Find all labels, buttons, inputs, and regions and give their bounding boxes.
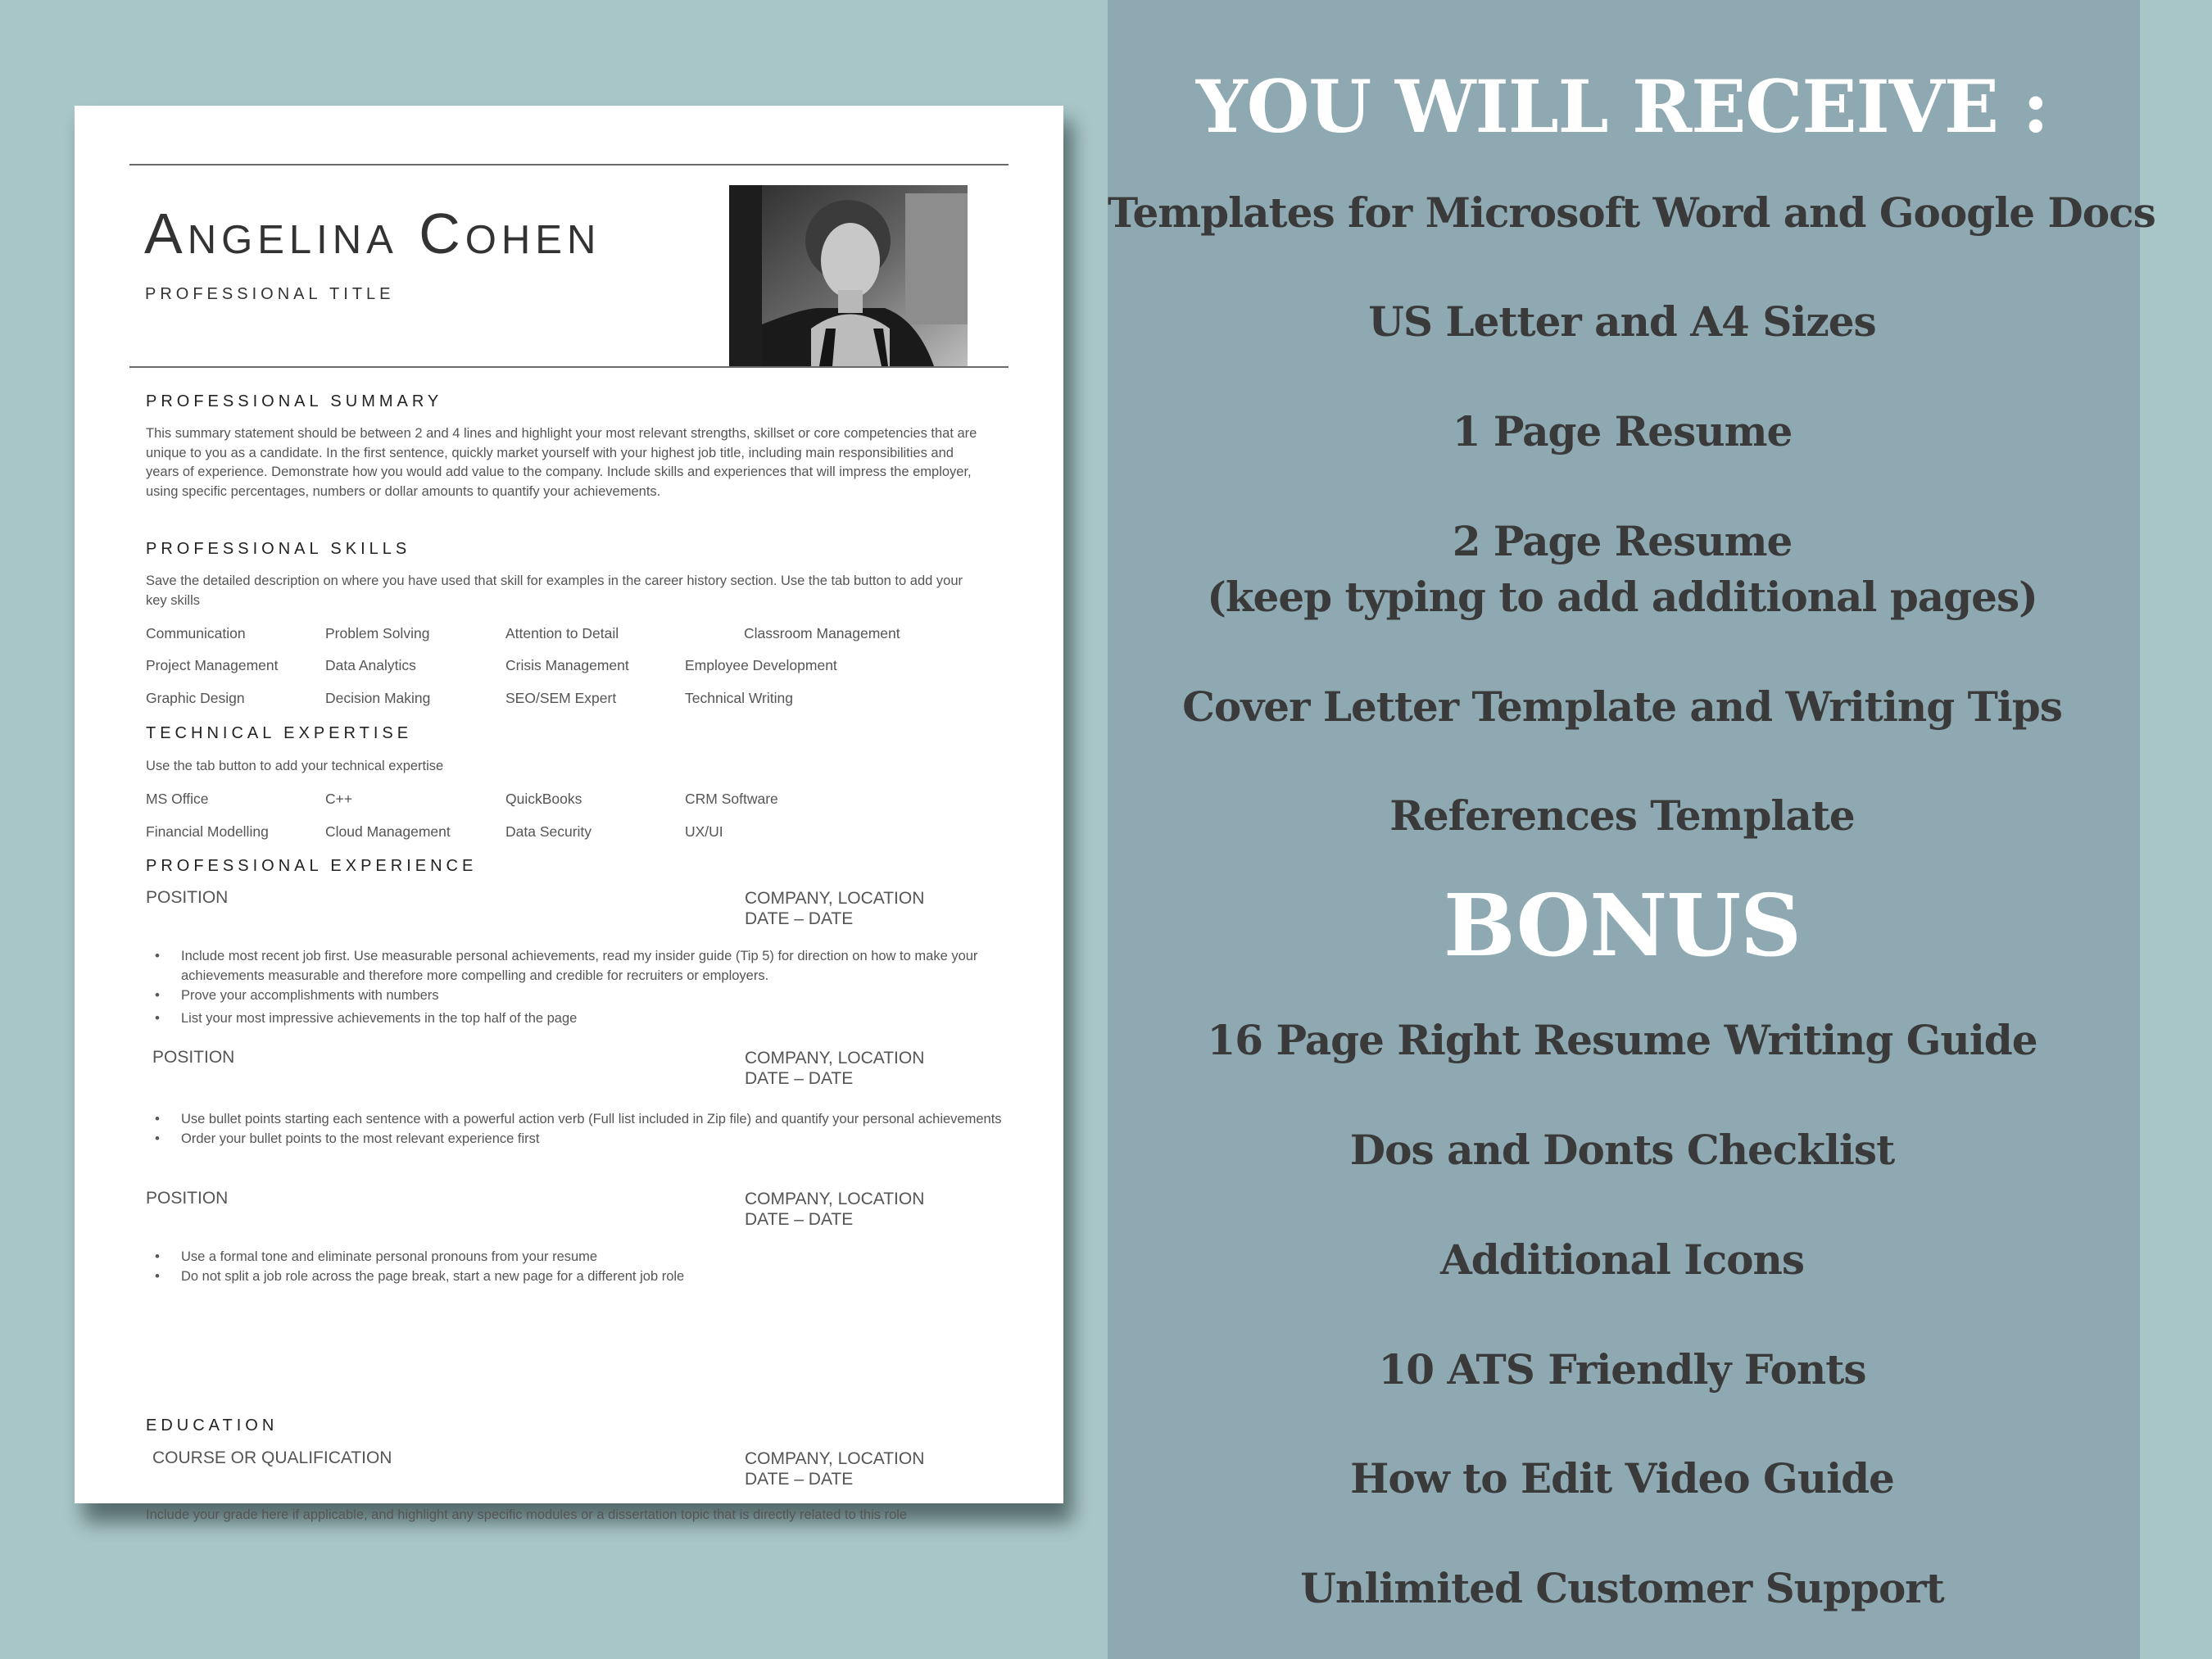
job-bullet: • Include most recent job first. Use measurable personal achievements, read my insider guide (Tip 5) for direction on how to make your achievements measurable and therefore more compelling and credible for recruiters or employers. (153, 946, 1022, 986)
offer-item: Templates for Microsoft Word and Google Docs (1108, 188, 2155, 237)
education-course: COURSE OR QUALIFICATION (152, 1448, 392, 1467)
job-bullet: • Use bullet points starting each sentence with a powerful action verb (Full list included in Zip file) and quantify your personal achievements (153, 1109, 1022, 1129)
skill-cell: SEO/SEM Expert (505, 690, 617, 706)
job-bullet-list (153, 1247, 1022, 1286)
skills-heading: PROFESSIONAL SKILLS (146, 540, 411, 558)
job-dates: DATE – DATE (745, 1210, 854, 1229)
skill-cell: Decision Making (325, 690, 431, 706)
technical-cell: CRM Software (685, 791, 778, 807)
bonus-item: 16 Page Right Resume Writing Guide (1207, 1016, 2037, 1064)
skill-cell: Crisis Management (505, 657, 629, 673)
technical-cell: QuickBooks (505, 791, 582, 807)
bonus-item: Unlimited Customer Support (1300, 1564, 1944, 1612)
job-dates: DATE – DATE (745, 1069, 854, 1088)
summary-heading: PROFESSIONAL SUMMARY (146, 392, 443, 410)
bonus-item: 10 ATS Friendly Fonts (1378, 1345, 1866, 1394)
education-text: Include your grade here if applicable, and highlight any specific modules or a dissertation topic that is directly related to this role (146, 1507, 908, 1522)
profile-photo (729, 185, 968, 366)
offer-item: US Letter and A4 Sizes (1368, 297, 1876, 346)
technical-cell: Data Security (505, 823, 592, 840)
job-position: POSITION (152, 1048, 235, 1067)
skill-cell: Technical Writing (685, 690, 793, 706)
skill-cell: Project Management (146, 657, 279, 673)
education-heading: EDUCATION (146, 1416, 279, 1435)
job-bullet-list (153, 1109, 1022, 1149)
job-bullet: • Use a formal tone and eliminate personal pronouns from your resume (153, 1247, 1022, 1267)
header-top-rule (129, 164, 1009, 165)
job-company-location: COMPANY, LOCATION (745, 1049, 925, 1067)
header-bottom-rule (129, 366, 1009, 368)
education-company (745, 1448, 924, 1489)
technical-cell: Cloud Management (325, 823, 451, 840)
job-position: POSITION (146, 1189, 229, 1208)
bonus-item: Additional Icons (1440, 1235, 1804, 1284)
skill-cell: Data Analytics (325, 657, 416, 673)
job-position: POSITION (146, 888, 229, 907)
resume-name: Angelina Cohen (144, 202, 601, 265)
job-dates: DATE – DATE (745, 909, 854, 928)
technical-intro: Use the tab button to add your technical expertise (146, 759, 444, 773)
bonus-heading: BONUS (1443, 875, 1802, 976)
job-company (745, 1048, 924, 1089)
technical-cell: MS Office (146, 791, 209, 807)
job-company (745, 888, 924, 929)
offer-item-note: (keep typing to add additional pages) (1207, 573, 2037, 621)
offer-item: 1 Page Resume (1452, 407, 1793, 456)
job-bullet: • Do not split a job role across the page break, start a new page for a different job role (153, 1267, 1022, 1286)
job-bullet: • List your most impressive achievements in the top half of the page (153, 1009, 1022, 1028)
experience-heading: PROFESSIONAL EXPERIENCE (146, 857, 478, 875)
offer-heading: YOU WILL RECEIVE : (1195, 64, 2049, 149)
resume-page (75, 106, 1063, 1522)
offer-item: References Template (1389, 791, 1855, 840)
technical-cell: UX/UI (685, 823, 723, 840)
job-bullet: • Order your bullet points to the most relevant experience first (153, 1129, 1022, 1149)
job-company-location: COMPANY, LOCATION (745, 889, 925, 908)
offer-item: Cover Letter Template and Writing Tips (1182, 682, 2062, 731)
job-company-location: COMPANY, LOCATION (745, 1190, 925, 1208)
job-bullet-list (153, 946, 1022, 1028)
summary-text: This summary statement should be between 2 and 4 lines and highlight your most relevant strengths, skillset or core competencies that are unique to you as a candidate. In the first sentence, quickly market yourself with your highest job title, including main responsibilities and years of experience. Demonstrate how you would add value to the company. Include skills and experiences that will impress the employer, using specific percentages, numbers or dollar amounts to quantify your achievements. (146, 426, 977, 499)
offer-item: 2 Page Resume (1452, 517, 1793, 565)
education-dates: DATE – DATE (745, 1470, 854, 1489)
bonus-item: How to Edit Video Guide (1350, 1454, 1894, 1503)
skill-cell: Problem Solving (325, 625, 430, 641)
skill-cell: Graphic Design (146, 690, 245, 706)
skill-cell: Attention to Detail (505, 625, 619, 641)
education-company-location: COMPANY, LOCATION (745, 1449, 925, 1468)
skills-intro: Save the detailed description on where you have used that skill for examples in the career history section. Use the tab button to add your key skills (146, 573, 963, 608)
technical-cell: C++ (325, 791, 353, 807)
job-bullet: • Prove your accomplishments with numbers (153, 986, 1022, 1005)
skill-cell: Classroom Management (744, 625, 900, 641)
job-company (745, 1189, 924, 1230)
technical-heading: TECHNICAL EXPERTISE (146, 724, 413, 742)
resume-professional-title: PROFESSIONAL TITLE (145, 285, 395, 303)
skill-cell: Employee Development (685, 657, 837, 673)
bonus-item: Dos and Donts Checklist (1349, 1126, 1895, 1174)
skill-cell: Communication (146, 625, 246, 641)
technical-cell: Financial Modelling (146, 823, 269, 840)
